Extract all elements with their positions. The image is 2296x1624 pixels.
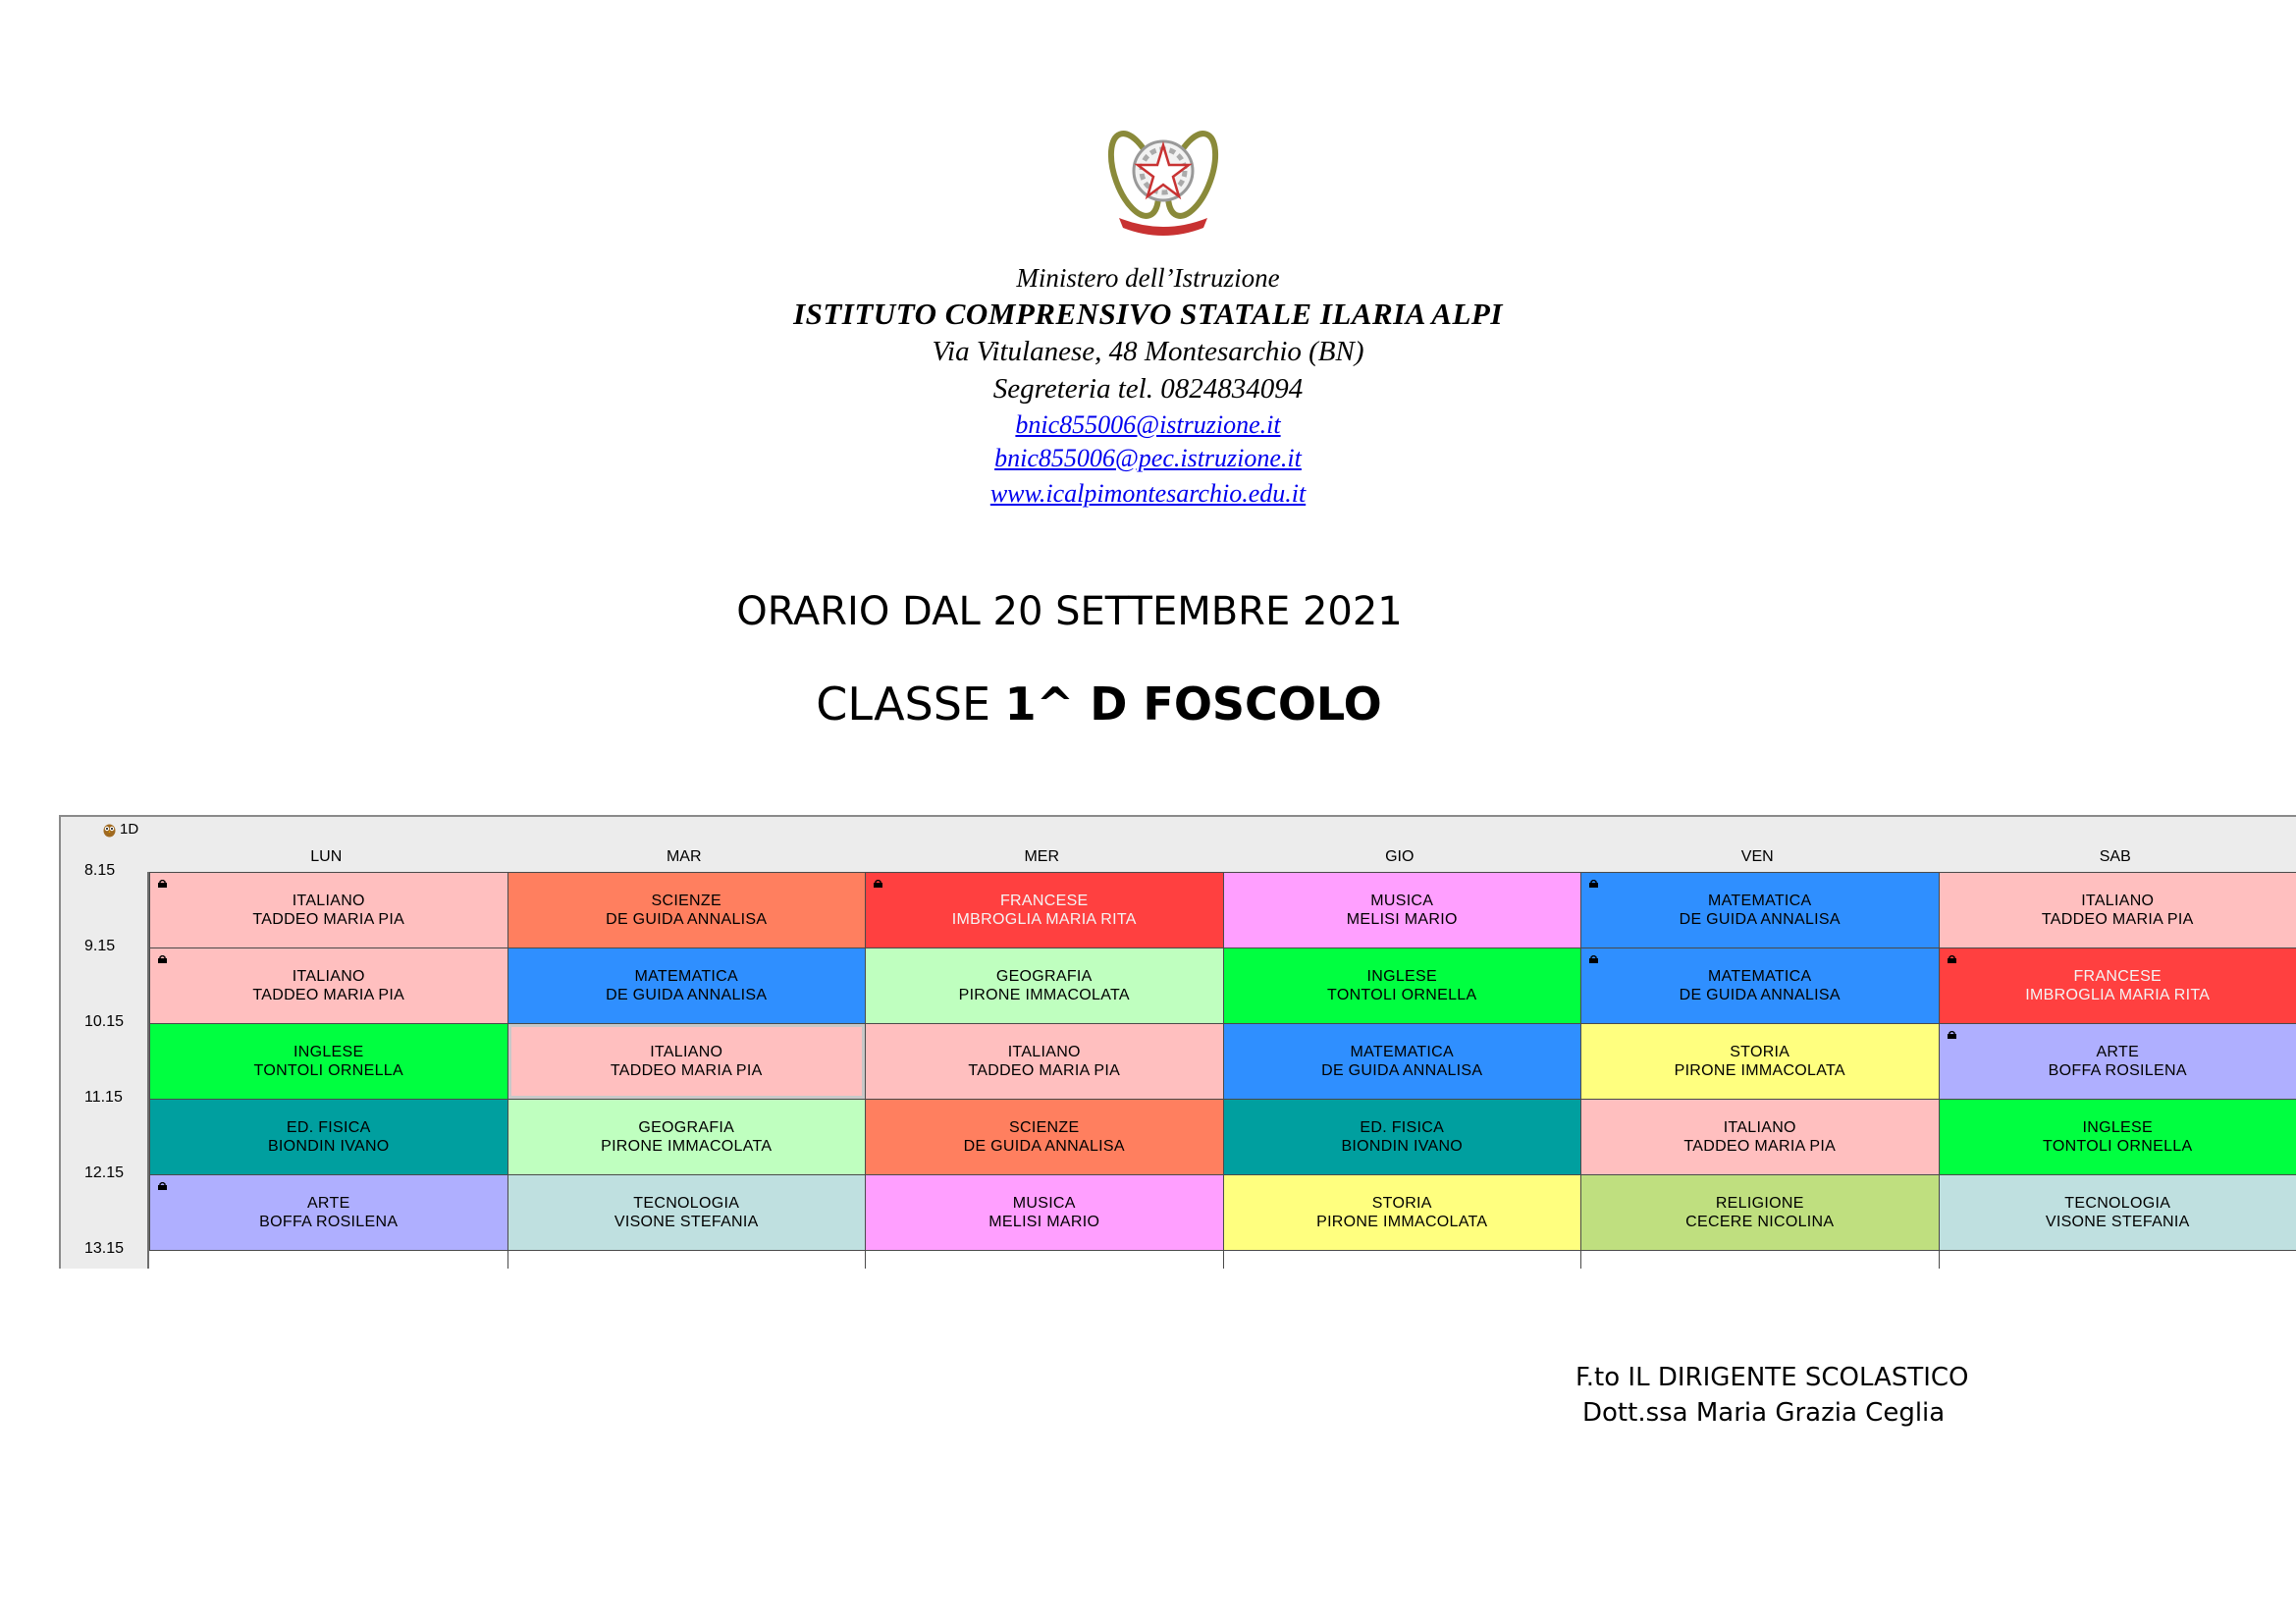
lesson-cell[interactable] <box>1223 1023 1582 1100</box>
teacher-label: BIONDIN IVANO <box>267 1138 390 1155</box>
day-header[interactable]: VEN <box>1740 848 1774 865</box>
lesson-cell[interactable] <box>1939 1174 2296 1251</box>
signature-name: Dott.ssa Maria Grazia Ceglia <box>1582 1398 1946 1428</box>
teacher-label: PIRONE IMMACOLATA <box>601 1138 773 1155</box>
lock-icon <box>1948 1031 1956 1039</box>
teacher-label: TONTOLI ORNELLA <box>253 1062 403 1079</box>
teacher-label: TADDEO MARIA PIA <box>610 1062 763 1079</box>
subject-label: MATEMATICA <box>1707 893 1812 909</box>
lock-icon <box>158 880 167 888</box>
subject-label: GEOGRAFIA <box>638 1119 735 1136</box>
lesson-cell[interactable] <box>149 1174 508 1251</box>
day-header[interactable]: LUN <box>310 848 343 865</box>
lesson-cell[interactable] <box>1223 947 1582 1024</box>
lesson-cell[interactable] <box>149 1023 508 1100</box>
lesson-cell[interactable] <box>507 1099 867 1175</box>
lock-icon <box>1589 880 1598 888</box>
teacher-label: MELISI MARIO <box>1346 911 1458 928</box>
subject-label: SCIENZE <box>1009 1119 1080 1136</box>
school-address: Via Vitulanese, 48 Montesarchio (BN) <box>932 336 1364 367</box>
lesson-cell[interactable] <box>507 1174 867 1251</box>
teacher-label: DE GUIDA ANNALISA <box>606 911 768 928</box>
subject-label: ITALIANO <box>650 1044 723 1060</box>
time-label: 10.15 <box>84 1013 125 1030</box>
subject-label: ITALIANO <box>1007 1044 1081 1060</box>
teacher-label: TADDEO MARIA PIA <box>1683 1138 1837 1155</box>
teacher-label: PIRONE IMMACOLATA <box>958 987 1130 1003</box>
schedule-title: ORARIO DAL 20 SETTEMBRE 2021 <box>736 589 1403 634</box>
lesson-cell[interactable] <box>149 947 508 1024</box>
subject-label: STORIA <box>1371 1195 1432 1212</box>
teacher-label: TONTOLI ORNELLA <box>1327 987 1477 1003</box>
lesson-cell[interactable] <box>865 1023 1224 1100</box>
lesson-cell[interactable] <box>1939 872 2296 948</box>
lesson-cell[interactable] <box>149 872 508 948</box>
timetable-grid <box>147 872 2296 1269</box>
time-label: 9.15 <box>84 938 116 954</box>
lesson-cell[interactable] <box>1939 1023 2296 1100</box>
day-header[interactable]: SAB <box>2099 848 2131 865</box>
lock-icon <box>1589 955 1598 963</box>
lesson-cell[interactable] <box>1223 1099 1582 1175</box>
subject-label: ED. FISICA <box>1360 1119 1445 1136</box>
subject-label: MUSICA <box>1012 1195 1076 1212</box>
time-label: 8.15 <box>84 862 116 879</box>
subject-label: STORIA <box>1730 1044 1790 1060</box>
teacher-label: DE GUIDA ANNALISA <box>1321 1062 1483 1079</box>
day-header[interactable]: MER <box>1024 848 1060 865</box>
subject-label: ITALIANO <box>2081 893 2155 909</box>
subject-label: INGLESE <box>2082 1119 2153 1136</box>
lock-icon <box>874 880 882 888</box>
teacher-label: BIONDIN IVANO <box>1341 1138 1464 1155</box>
teacher-label: TADDEO MARIA PIA <box>252 911 405 928</box>
lesson-cell[interactable] <box>865 947 1224 1024</box>
teacher-label: DE GUIDA ANNALISA <box>963 1138 1125 1155</box>
subject-label: MUSICA <box>1370 893 1434 909</box>
lesson-cell[interactable] <box>149 1099 508 1175</box>
teacher-label: BOFFA ROSILENA <box>259 1214 399 1230</box>
lesson-cell[interactable] <box>1580 1023 1940 1100</box>
lesson-cell[interactable] <box>507 872 867 948</box>
subject-label: GEOGRAFIA <box>995 968 1093 985</box>
lesson-cell[interactable] <box>507 947 867 1024</box>
italian-republic-emblem-icon <box>1101 116 1225 236</box>
subject-label: RELIGIONE <box>1715 1195 1804 1212</box>
time-label: 12.15 <box>84 1164 125 1181</box>
subject-label: MATEMATICA <box>1707 968 1812 985</box>
teacher-label: DE GUIDA ANNALISA <box>1679 987 1841 1003</box>
day-header[interactable]: GIO <box>1385 848 1415 865</box>
class-prefix: CLASSE <box>816 677 991 731</box>
class-name: 1^ D FOSCOLO <box>1004 677 1382 731</box>
lesson-cell[interactable] <box>1939 947 2296 1024</box>
lock-icon <box>158 955 167 963</box>
teacher-label: TADDEO MARIA PIA <box>968 1062 1121 1079</box>
class-code-label <box>102 821 138 838</box>
teacher-label: DE GUIDA ANNALISA <box>606 987 768 1003</box>
class-title <box>0 677 2247 731</box>
teacher-label: CECERE NICOLINA <box>1685 1214 1835 1230</box>
teacher-label: PIRONE IMMACOLATA <box>1674 1062 1845 1079</box>
teacher-label: VISONE STEFANIA <box>2045 1214 2190 1230</box>
time-label: 13.15 <box>84 1240 125 1257</box>
subject-label: ARTE <box>306 1195 350 1212</box>
pec-link[interactable]: bnic855006@pec.istruzione.it <box>994 444 1302 472</box>
website-link[interactable]: www.icalpimontesarchio.edu.it <box>989 479 1307 508</box>
lesson-cell[interactable] <box>1580 1174 1940 1251</box>
teacher-label: TADDEO MARIA PIA <box>2041 911 2194 928</box>
subject-label: MATEMATICA <box>634 968 738 985</box>
subject-label: ITALIANO <box>1723 1119 1796 1136</box>
teacher-label: TADDEO MARIA PIA <box>252 987 405 1003</box>
lesson-cell[interactable] <box>1580 1099 1940 1175</box>
subject-label: FRANCESE <box>2073 968 2163 985</box>
day-header[interactable]: MAR <box>666 848 702 865</box>
teacher-label: TONTOLI ORNELLA <box>2043 1138 2193 1155</box>
timetable-window <box>59 815 2296 1269</box>
lesson-cell[interactable] <box>865 1174 1224 1251</box>
subject-label: ARTE <box>2096 1044 2140 1060</box>
subject-label: SCIENZE <box>651 893 721 909</box>
lesson-cell[interactable] <box>865 872 1224 948</box>
lesson-cell[interactable] <box>1580 947 1940 1024</box>
lesson-cell[interactable] <box>1223 1174 1582 1251</box>
teacher-label: PIRONE IMMACOLATA <box>1316 1214 1488 1230</box>
subject-label: INGLESE <box>294 1044 364 1060</box>
teacher-label: DE GUIDA ANNALISA <box>1679 911 1841 928</box>
teacher-label: BOFFA ROSILENA <box>2048 1062 2187 1079</box>
subject-label: FRANCESE <box>999 893 1089 909</box>
owl-icon <box>102 822 117 838</box>
lesson-cell[interactable] <box>1223 872 1582 948</box>
teacher-label: IMBROGLIA MARIA RITA <box>2025 987 2211 1003</box>
ministry-name: Ministero dell’Istruzione <box>1016 263 1280 293</box>
lock-icon <box>1948 955 1956 963</box>
class-code: 1D <box>120 821 139 838</box>
subject-label: MATEMATICA <box>1350 1044 1454 1060</box>
subject-label: ED. FISICA <box>286 1119 371 1136</box>
school-name: ISTITUTO COMPRENSIVO STATALE ILARIA ALPI <box>793 297 1503 331</box>
email-link[interactable]: bnic855006@istruzione.it <box>1015 410 1281 439</box>
subject-label: TECNOLOGIA <box>2064 1195 2171 1212</box>
lock-icon <box>158 1182 167 1190</box>
subject-label: TECNOLOGIA <box>633 1195 740 1212</box>
time-label: 11.15 <box>84 1089 123 1106</box>
lesson-cell[interactable] <box>865 1099 1224 1175</box>
subject-label: ITALIANO <box>292 968 365 985</box>
subject-label: INGLESE <box>1366 968 1437 985</box>
teacher-label: VISONE STEFANIA <box>614 1214 759 1230</box>
lesson-cell[interactable] <box>507 1023 867 1100</box>
signature-role: F.to IL DIRIGENTE SCOLASTICO <box>1575 1363 1969 1392</box>
lesson-cell[interactable] <box>1939 1099 2296 1175</box>
school-phone: Segreteria tel. 0824834094 <box>992 373 1304 405</box>
subject-label: ITALIANO <box>292 893 365 909</box>
teacher-label: MELISI MARIO <box>988 1214 1100 1230</box>
lesson-cell[interactable] <box>1580 872 1940 948</box>
teacher-label: IMBROGLIA MARIA RITA <box>951 911 1137 928</box>
